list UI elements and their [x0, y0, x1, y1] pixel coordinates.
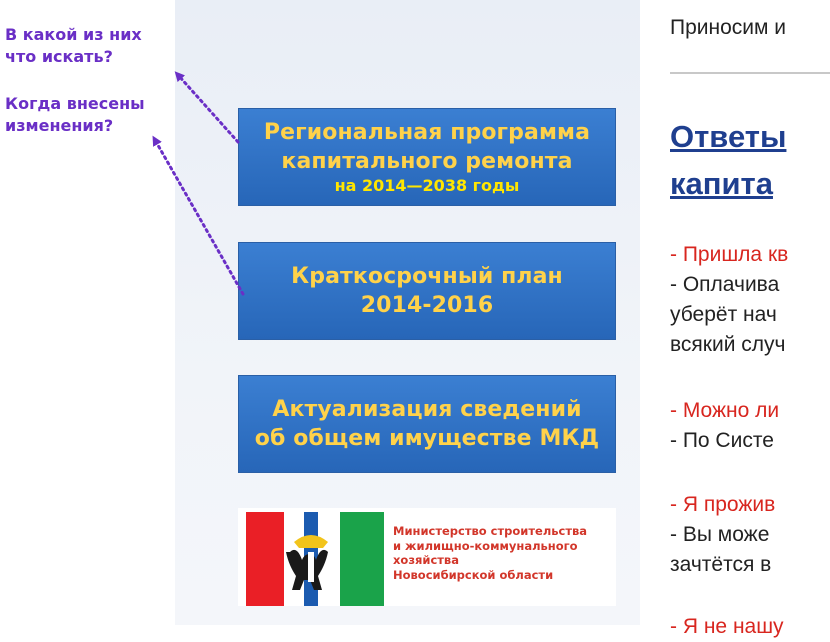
annotation-line: Когда внесены [5, 94, 145, 113]
ministry-name-line: Министерство строительства [393, 524, 588, 538]
faq-heading-link[interactable] [670, 113, 786, 207]
faq-answer-line: - Оплачива [670, 273, 780, 296]
faq-heading-line: капита [670, 166, 773, 201]
annotation-question-which [5, 24, 142, 68]
faq-item [670, 612, 784, 642]
faq-answer-line: уберёт нач [670, 303, 777, 326]
divider [670, 72, 830, 74]
property-update-banner[interactable] [238, 375, 616, 473]
faq-item [670, 240, 788, 360]
novosibirsk-flag-crest-icon [238, 508, 388, 606]
banner-title-line: об общем имуществе МКД [254, 426, 600, 451]
ministry-name-line: и жилищно-коммунального [393, 538, 578, 553]
annotation-area [0, 0, 175, 625]
faq-question: - Пришла кв [670, 243, 789, 266]
faq-item [670, 396, 779, 456]
banner-title-line: капитального ремонта [281, 149, 573, 174]
ministry-name-line: Новосибирской области [393, 567, 554, 582]
faq-heading-line: Ответы [670, 119, 787, 154]
faq-content [640, 0, 800, 638]
faq-item [670, 490, 775, 580]
faq-answer-line: зачтётся в [670, 553, 772, 576]
banner-title-line: Актуализация сведений [272, 397, 582, 422]
intro-text: Приносим и [670, 16, 787, 39]
faq-answer-line: - По Систе [670, 429, 774, 452]
banner-title-line: Региональная программа [263, 120, 591, 145]
ministry-logo-banner[interactable] [238, 508, 616, 606]
faq-question: - Я прожив [670, 493, 776, 516]
faq-answer-line: - Вы може [670, 523, 770, 546]
banner-title-line: Краткосрочный план [291, 264, 563, 289]
faq-answer-line: всякий случ [670, 333, 786, 356]
banner-years: на 2014—2038 годы [334, 176, 520, 195]
faq-question: - Можно ли [670, 399, 780, 422]
annotation-line: изменения? [5, 116, 114, 135]
regional-program-banner[interactable] [238, 108, 616, 206]
annotation-line: В какой из них [5, 25, 142, 44]
banner-title-line: 2014-2016 [360, 293, 494, 318]
short-term-plan-banner[interactable] [238, 242, 616, 340]
annotation-question-when [5, 93, 145, 137]
annotation-line: что искать? [5, 47, 113, 66]
ministry-name-line: хозяйства [393, 553, 459, 567]
faq-question: - Я не нашу [670, 615, 784, 638]
ministry-name [393, 524, 615, 582]
